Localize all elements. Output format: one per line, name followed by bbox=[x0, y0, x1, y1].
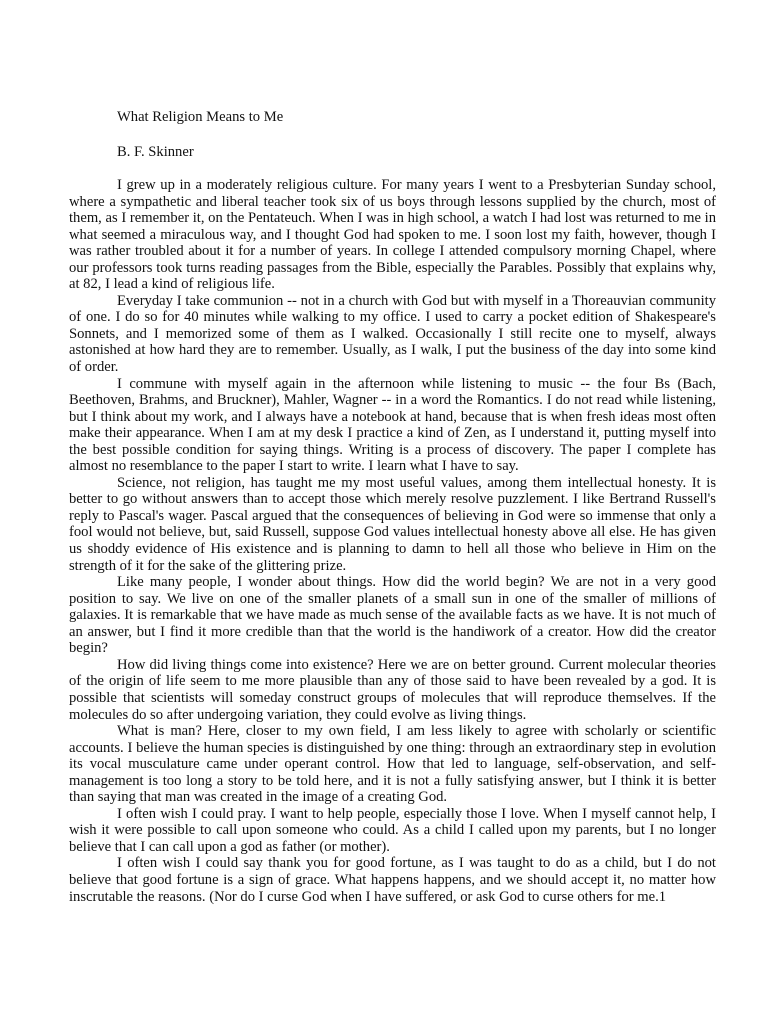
document-title: What Religion Means to Me bbox=[117, 109, 284, 125]
paragraph: Science, not religion, has taught me my most useful values, among them intellectual honesty. It is better to go without answers than to accept those which merely resolve puzzlement. I like Bertrand Russell's reply to Pascal's wager. Pascal argued that the consequences of believing in God were so immense that only a fool would not believe, but, said Russell, suppose God values intellectual honesty above all else. He has given us shoddy evidence of His existence and is planning to damn to hell all those who believe in Him on the strength of it for the sake of the glittering prize. bbox=[69, 474, 716, 574]
paragraph: I grew up in a moderately religious culture. For many years I went to a Presbyterian Sunday school, where a sympathetic and liberal teacher took six of us boys through lessons supplied by the church, most of them, as I remember it, on the Pentateuch. When I was in high school, a watch I had lost was returned to me in what seemed a miraculous way, and I thought God had spoken to me. I soon lost my faith, however, though I was rather troubled about it for a number of years. In college I attended compulsory morning Chapel, where our professors took turns reading passages from the Bible, especially the Parables. Possibly that explains why, at 82, I lead a kind of religious life. bbox=[69, 177, 716, 293]
document-body bbox=[69, 177, 716, 905]
paragraph: Like many people, I wonder about things. How did the world begin? We are not in a very good position to say. We live on one of the smaller planets of a small sun in one of the smaller of millions of galaxies. It is remarkable that we have made as much sense of the available facts as we have. It is not much of an answer, but I find it more credible than that the world is the handiwork of a creator. How did the creator begin? bbox=[69, 574, 716, 657]
paragraph: I often wish I could say thank you for good fortune, as I was taught to do as a child, but I do not believe that good fortune is a sign of grace. What happens happens, and we should accept it, no matter how inscrutable the reasons. (Nor do I curse God when I have suffered, or ask God to curse others for me.1 bbox=[69, 855, 716, 905]
document-author: B. F. Skinner bbox=[117, 144, 194, 160]
paragraph: I commune with myself again in the afternoon while listening to music -- the four Bs (Bach, Beethoven, Brahms, and Bruckner), Mahler, Wagner -- in a word the Romantics. I do not read while listening, but I think about my work, and I always have a notebook at hand, because that is when fresh ideas most often make their appearance. When I am at my desk I practice a kind of Zen, as I understand it, putting myself into the best possible condition for saying things. Writing is a process of discovery. The paper I complete has almost no resemblance to the paper I start to write. I learn what I have to say. bbox=[69, 375, 716, 475]
paragraph: Everyday I take communion -- not in a church with God but with myself in a Thoreauvian community of one. I do so for 40 minutes while walking to my office. I used to carry a pocket edition of Shakespeare's Sonnets, and I memorized some of them as I walked. Occasionally I still recite one to myself, always astonished at how hard they are to remember. Usually, as I walk, I put the business of the day into some kind of order. bbox=[69, 292, 716, 376]
paragraph: I often wish I could pray. I want to help people, especially those I love. When I myself cannot help, I wish it were possible to call upon someone who could. As a child I called upon my parents, but I no longer believe that I can call upon a god as father (or mother). bbox=[69, 805, 716, 855]
paragraph: What is man? Here, closer to my own field, I am less likely to agree with scholarly or scientific accounts. I believe the human species is distinguished by one thing: through an extraordinary step in evolution its vocal musculature came under operant control. How that led to language, self-observation, and self-management is too long a story to be told here, and it is not a fully satisfying answer, but I think it is better than saying that man was created in the image of a creating God. bbox=[69, 723, 716, 806]
paragraph: How did living things come into existence? Here we are on better ground. Current molecular theories of the origin of life seem to me more plausible than any of those said to have been revealed by a god. It is possible that scientists will someday construct groups of molecules that will reproduce themselves. If the molecules do so after undergoing variation, they could evolve as living things. bbox=[69, 656, 716, 723]
